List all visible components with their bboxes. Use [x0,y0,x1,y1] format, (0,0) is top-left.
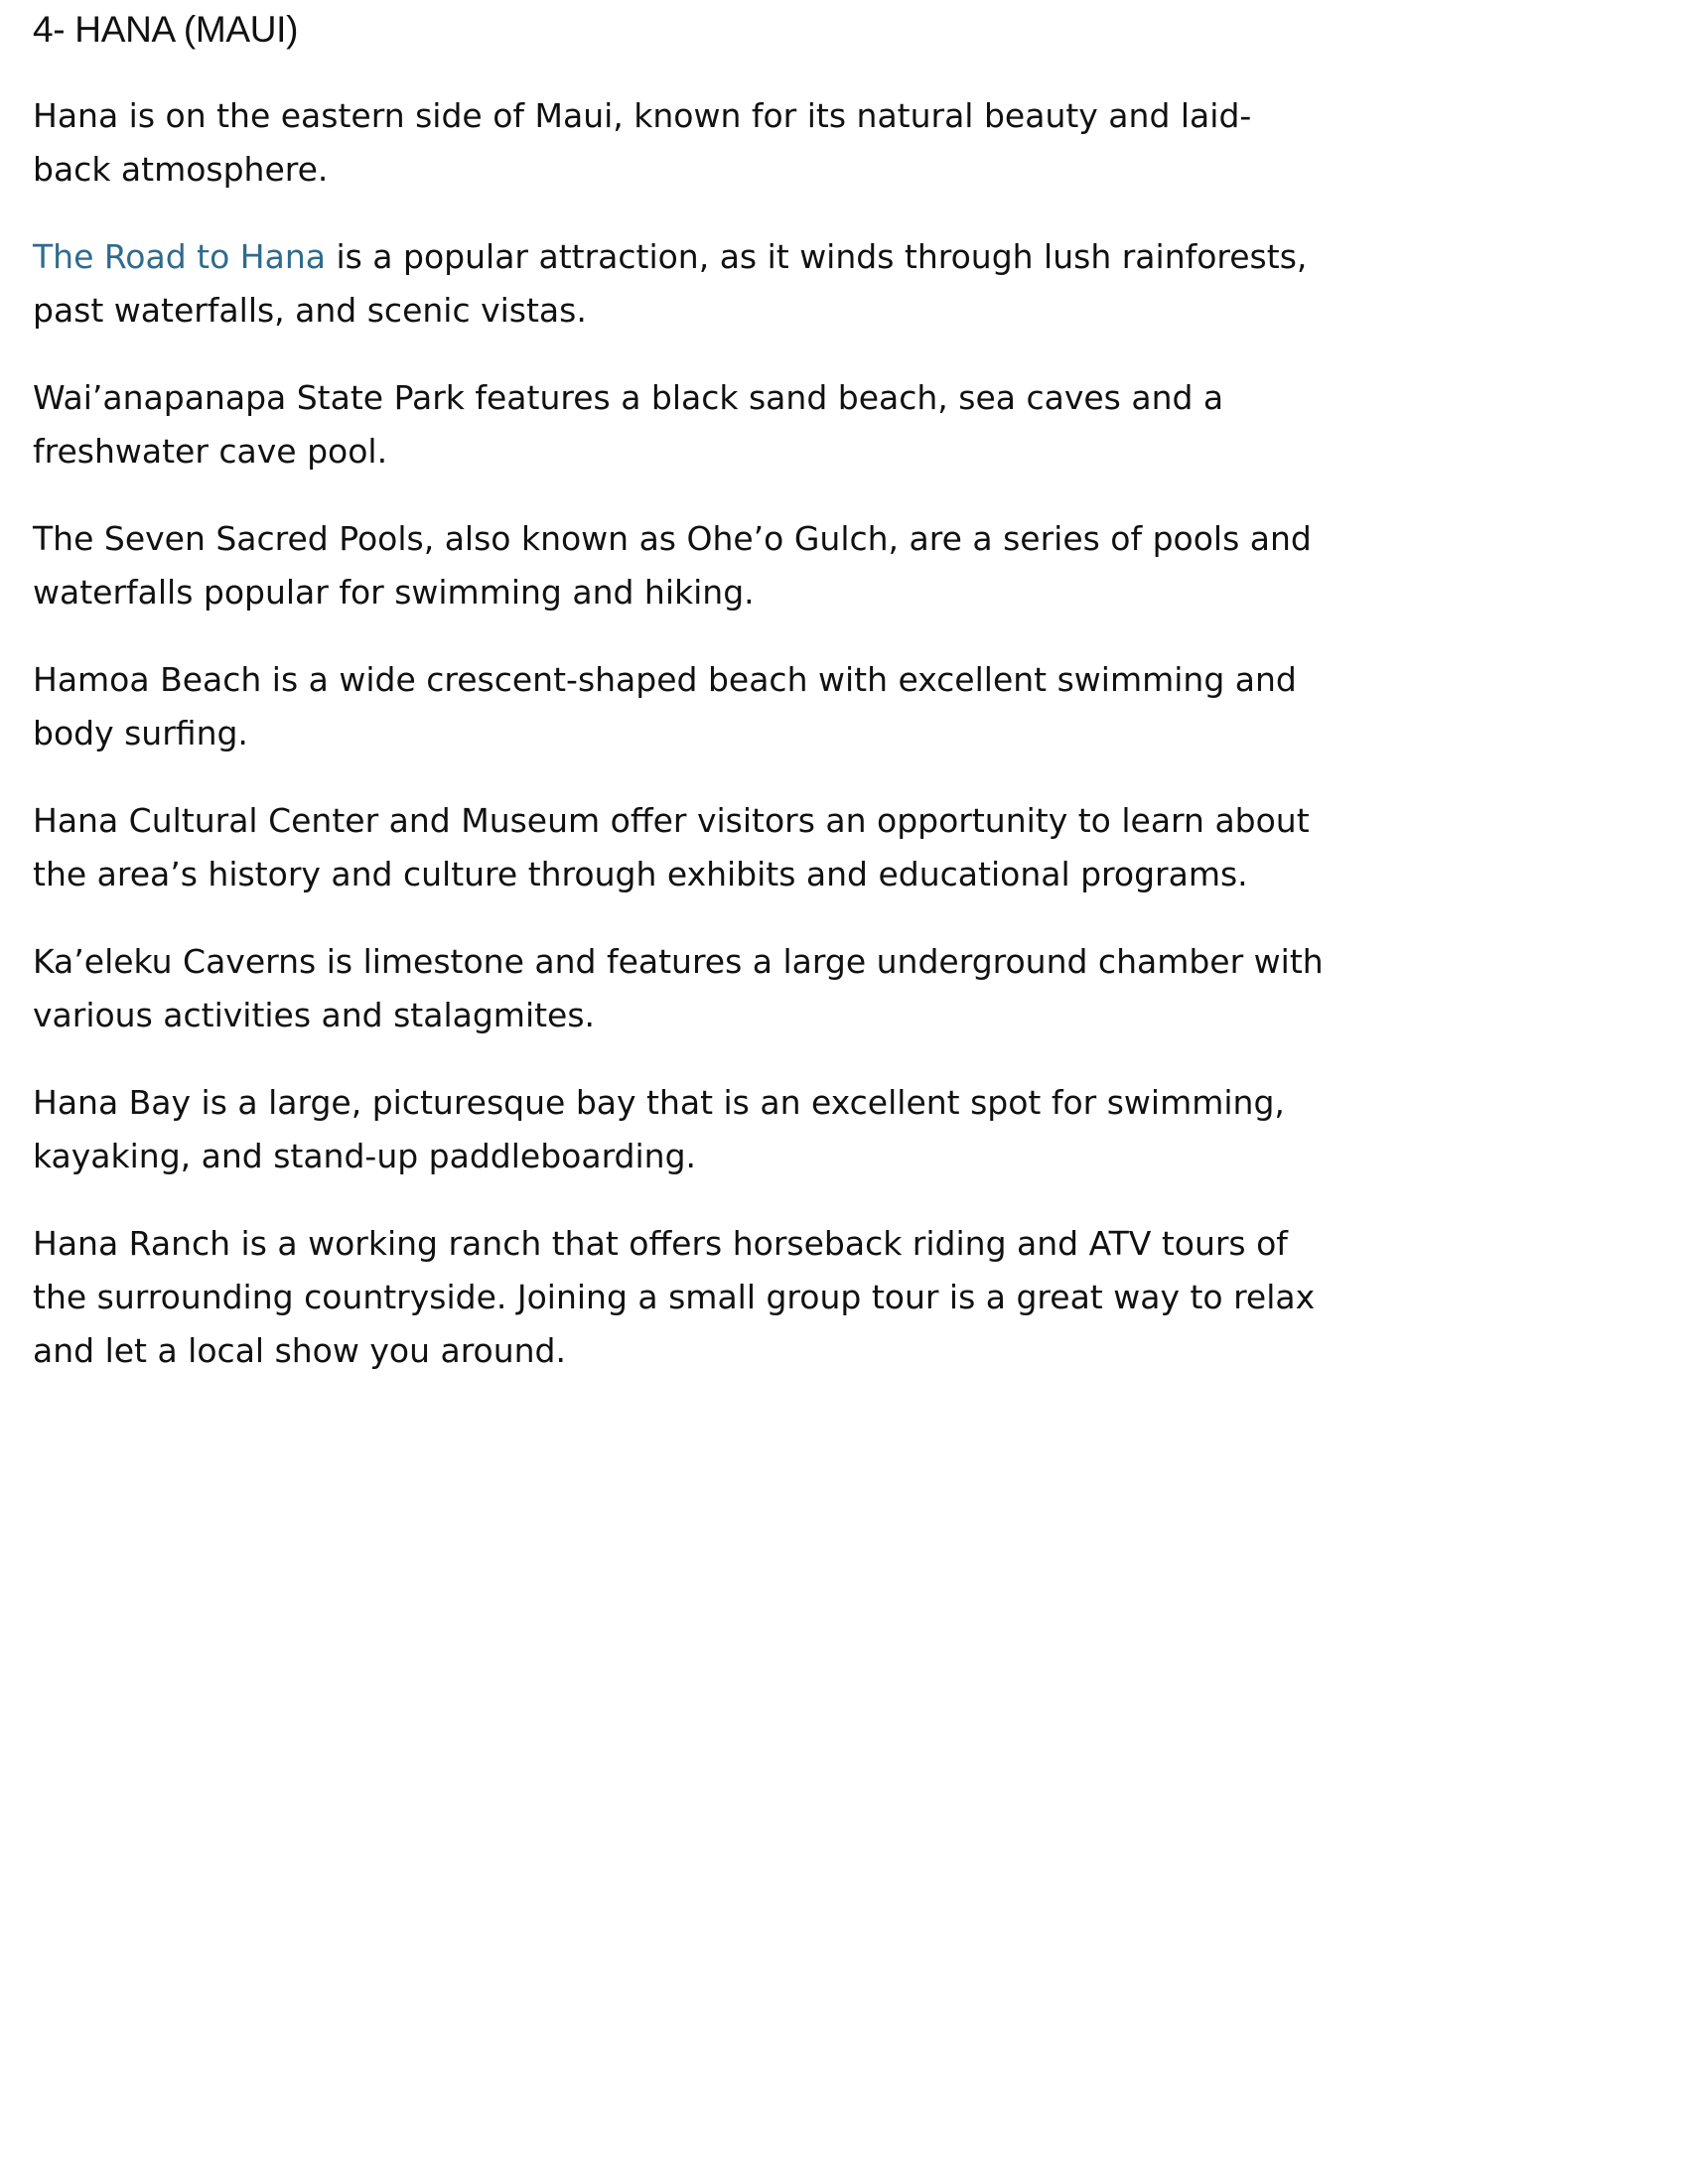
paragraph-cultural-center: Hana Cultural Center and Museum offer visitors an opportunity to learn about the area’s history and culture through exhibits and educational programs. [33,801,1310,893]
paragraph-hamoa-beach: Hamoa Beach is a wide crescent-shaped beach with excellent swimming and body surfing. [33,660,1297,752]
section-heading: 4- HANA (MAUI) [33,9,299,50]
road-to-hana-link[interactable]: The Road to Hana [33,237,326,276]
paragraph-waianapanapa: Wai’anapanapa State Park features a black sand beach, sea caves and a freshwater cave pool. [33,378,1224,471]
paragraph-hana-intro: Hana is on the eastern side of Maui, known for its natural beauty and laid-back atmosphere. [33,96,1252,189]
road-to-hana-text: is a popular attraction, as it winds through lush rainforests, past waterfalls, and scenic vistas. [33,237,1308,330]
paragraph-hana-bay: Hana Bay is a large, picturesque bay that is an excellent spot for swimming, kayaking, and stand-up paddleboarding. [33,1083,1285,1175]
paragraph-road-to-hana [33,230,1324,338]
article-content [33,0,1324,1378]
paragraph-hana-ranch: Hana Ranch is a working ranch that offers horseback riding and ATV tours of the surrounding countryside. Joining a small group tour is a great way to relax and let a local show you around. [33,1224,1316,1370]
paragraph-seven-sacred-pools: The Seven Sacred Pools, also known as Ohe’o Gulch, are a series of pools and waterfalls popular for swimming and hiking. [33,519,1312,612]
paragraph-kaeleku-caverns: Ka’eleku Caverns is limestone and features a large underground chamber with various activities and stalagmites. [33,942,1324,1034]
